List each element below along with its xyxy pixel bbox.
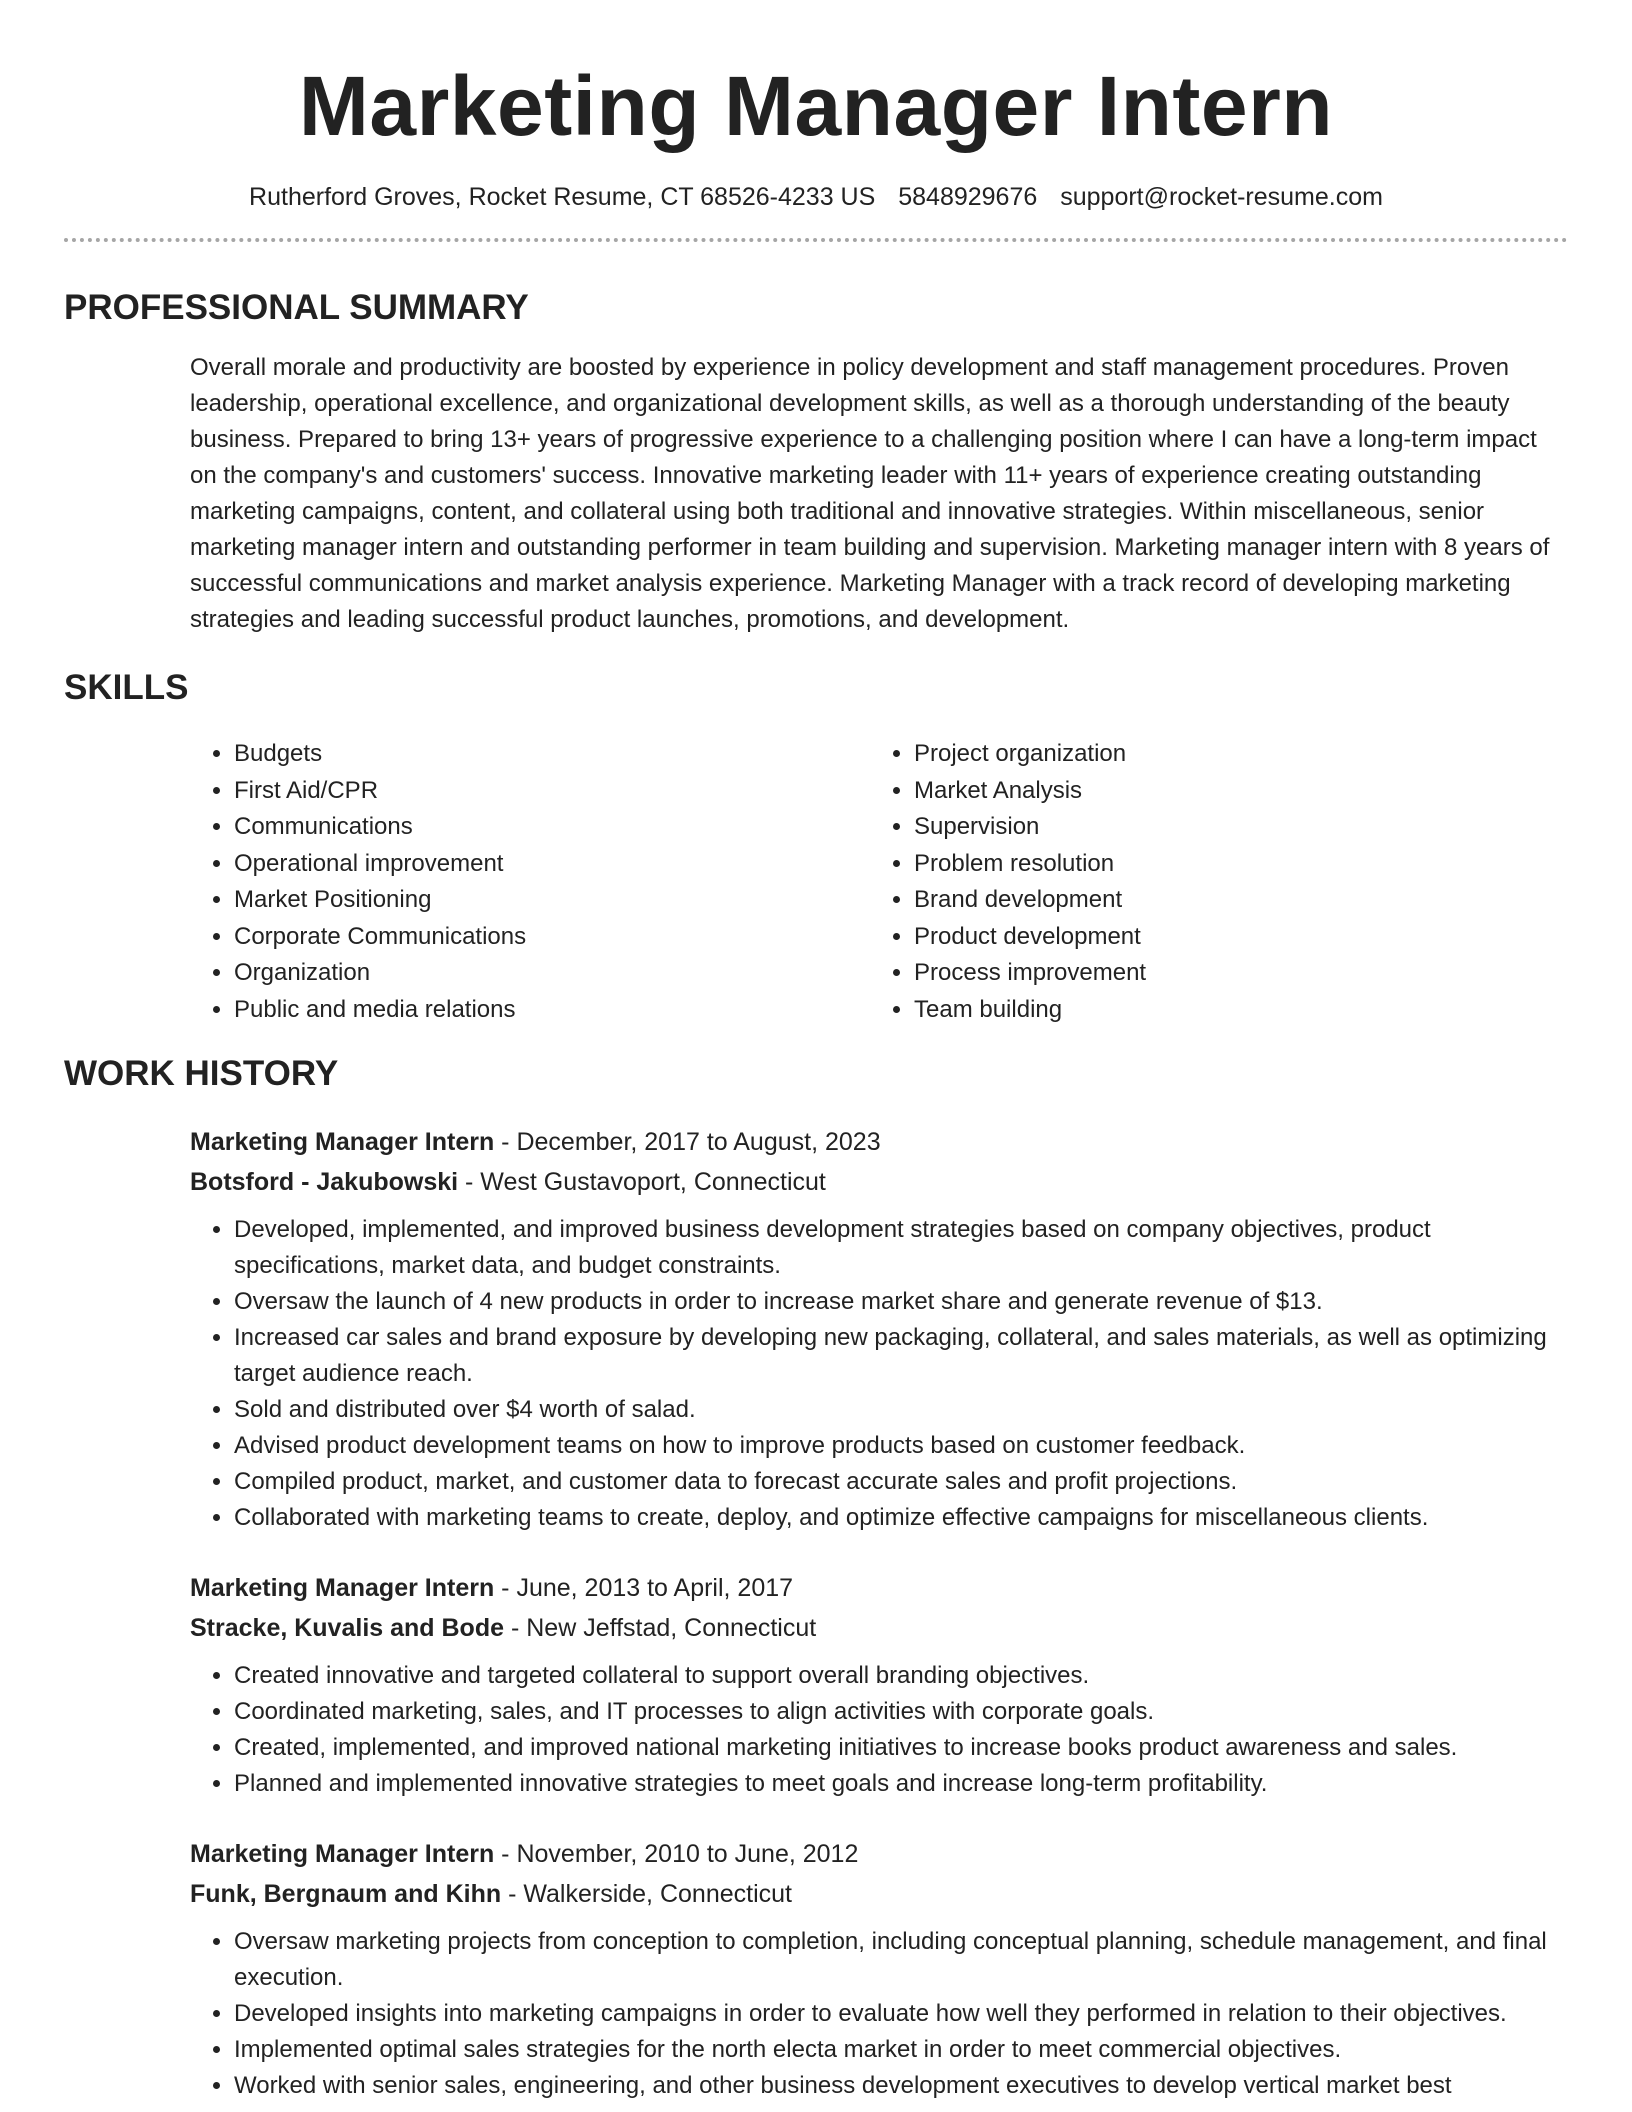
skill-item: • Brand development — [914, 882, 1550, 919]
job-bullet: • Oversaw marketing projects from conception to completion, including conceptual planning, schedule management, and final execution. — [234, 1924, 1568, 1996]
job-title-line — [190, 1834, 1568, 1874]
contact-address: Rutherford Groves, Rocket Resume, CT 68526-4233 US — [249, 183, 876, 211]
skill-item: • Market Analysis — [914, 773, 1550, 810]
job-company: Stracke, Kuvalis and Bode — [190, 1614, 505, 1642]
job-bullet: • Compiled product, market, and customer data to forecast accurate sales and profit projections. — [234, 1464, 1568, 1500]
job-bullet: • Created innovative and targeted collateral to support overall branding objectives. — [234, 1658, 1568, 1694]
job-company-line — [190, 1162, 1568, 1202]
job-entry — [190, 1568, 1568, 1802]
section-heading-work: WORK HISTORY — [64, 1054, 339, 1093]
job-bullets — [190, 1658, 1568, 1802]
job-bullet: • Collaborated with marketing teams to create, deploy, and optimize effective campaigns for miscellaneous clients. — [234, 1500, 1568, 1536]
skill-item: • Public and media relations — [234, 992, 870, 1029]
skills-grid — [190, 736, 1568, 1028]
skills-column-left — [190, 736, 870, 1028]
job-dates: - June, 2013 to April, 2017 — [494, 1574, 794, 1602]
section-heading-summary: PROFESSIONAL SUMMARY — [64, 288, 529, 327]
job-location: - Walkerside, Connecticut — [501, 1880, 792, 1908]
job-company: Botsford - Jakubowski — [190, 1168, 459, 1196]
contact-line — [64, 180, 1568, 214]
job-bullet: • Advised product development teams on how to improve products based on customer feedback. — [234, 1428, 1568, 1464]
skill-item: • Budgets — [234, 736, 870, 773]
skill-item: • Corporate Communications — [234, 919, 870, 956]
skill-item: • First Aid/CPR — [234, 773, 870, 810]
skill-item: • Project organization — [914, 736, 1550, 773]
work-history-section — [64, 1052, 1568, 2104]
job-entry — [190, 1122, 1568, 1536]
job-bullet: • Increased car sales and brand exposure by developing new packaging, collateral, and sales materials, as well as optimizing target audience reach. — [234, 1320, 1568, 1392]
job-title: Marketing Manager Intern — [190, 1128, 495, 1156]
job-bullet: • Created, implemented, and improved national marketing initiatives to increase books product awareness and sales. — [234, 1730, 1568, 1766]
resume-title: Marketing Manager Intern — [298, 59, 1334, 153]
skill-item: • Organization — [234, 955, 870, 992]
job-bullet: • Developed insights into marketing campaigns in order to evaluate how well they performed in relation to their objectives. — [234, 1996, 1568, 2032]
skill-item: • Process improvement — [914, 955, 1550, 992]
job-entry — [190, 1834, 1568, 2104]
skill-item: • Communications — [234, 809, 870, 846]
job-bullet: • Implemented optimal sales strategies for the north electa market in order to meet commercial objectives. — [234, 2032, 1568, 2068]
section-heading-skills: SKILLS — [64, 668, 189, 707]
job-bullet: • Planned and implemented innovative strategies to meet goals and increase long-term profitability. — [234, 1766, 1568, 1802]
job-title-line — [190, 1122, 1568, 1162]
skill-item: • Market Positioning — [234, 882, 870, 919]
job-bullet: • Worked with senior sales, engineering, and other business development executives to develop vertical market best — [234, 2068, 1568, 2104]
job-company: Funk, Bergnaum and Kihn — [190, 1880, 502, 1908]
skill-item: • Problem resolution — [914, 846, 1550, 883]
job-title: Marketing Manager Intern — [190, 1840, 495, 1868]
skills-column-right — [870, 736, 1550, 1028]
job-location: - New Jeffstad, Connecticut — [504, 1614, 817, 1642]
job-bullet: • Developed, implemented, and improved business development strategies based on company objectives, product specifications, market data, and budget constraints. — [234, 1212, 1568, 1284]
job-location: - West Gustavoport, Connecticut — [458, 1168, 826, 1196]
summary-text: Overall morale and productivity are boosted by experience in policy development and staff management procedures. Proven leadership, operational excellence, and organizational development skills, as well as a thorough understanding of the beauty business. Prepared to bring 13+ years of progressive experience to a challenging position where I can have a long-term impact on the company's and customers' success. Innovative marketing leader with 11+ years of experience creating outstanding marketing campaigns, content, and collateral using both traditional and innovative strategies. Within miscellaneous, senior marketing manager intern and outstanding performer in team building and supervision. Marketing manager intern with 8 years of successful communications and market analysis experience. Marketing Manager with a track record of developing marketing strategies and leading successful product launches, promotions, and development. — [190, 354, 1550, 633]
job-title: Marketing Manager Intern — [190, 1574, 495, 1602]
job-dates: - November, 2010 to June, 2012 — [494, 1840, 859, 1868]
job-dates: - December, 2017 to August, 2023 — [494, 1128, 881, 1156]
skill-item: • Supervision — [914, 809, 1550, 846]
job-bullet: • Oversaw the launch of 4 new products in order to increase market share and generate revenue of $13. — [234, 1284, 1568, 1320]
skill-item: • Operational improvement — [234, 846, 870, 883]
skill-item: • Team building — [914, 992, 1550, 1029]
skill-item: • Product development — [914, 919, 1550, 956]
header-divider — [64, 238, 1568, 242]
job-bullets — [190, 1924, 1568, 2104]
contact-email: support@rocket-resume.com — [1060, 183, 1383, 211]
job-company-line — [190, 1874, 1568, 1914]
professional-summary-section — [64, 286, 1568, 638]
skills-section — [64, 666, 1568, 1028]
job-bullets — [190, 1212, 1568, 1536]
job-bullet: • Sold and distributed over $4 worth of salad. — [234, 1392, 1568, 1428]
job-bullet: • Coordinated marketing, sales, and IT processes to align activities with corporate goals. — [234, 1694, 1568, 1730]
contact-phone: 5848929676 — [898, 183, 1038, 211]
job-title-line — [190, 1568, 1568, 1608]
job-company-line — [190, 1608, 1568, 1648]
